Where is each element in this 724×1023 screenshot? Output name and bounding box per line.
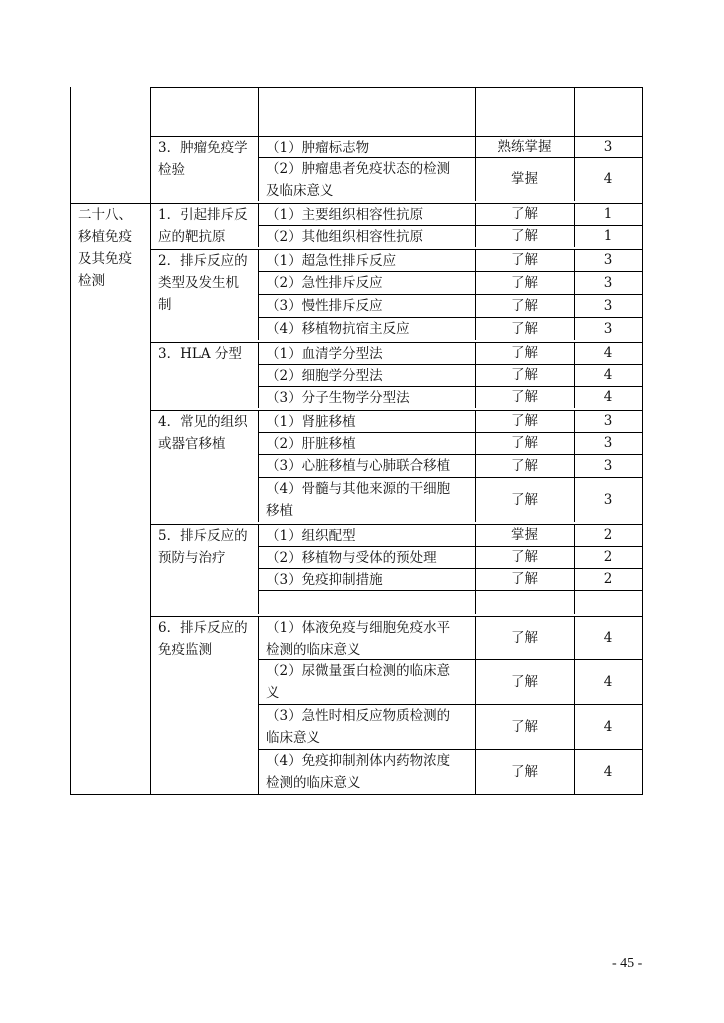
- column-divider: [150, 87, 151, 794]
- requirement-level: 了解: [511, 763, 538, 780]
- content-text: （4）免疫抑制剂体内药物浓度: [266, 753, 451, 769]
- hours-number: 3: [603, 252, 613, 268]
- requirement-level: 了解: [511, 367, 538, 383]
- requirement-level: 掌握: [511, 527, 538, 543]
- hours-number: 2: [603, 527, 613, 543]
- row-divider: [150, 87, 642, 88]
- content-text: 移植: [266, 503, 293, 519]
- requirement-level: 了解: [511, 345, 538, 361]
- hours-number: 4: [603, 718, 613, 735]
- requirement-level: 了解: [511, 228, 538, 244]
- topic-label: 4．常见的组织: [158, 414, 248, 430]
- hours-number: 4: [603, 673, 613, 690]
- content-text: 及临床意义: [266, 183, 334, 199]
- requirement-level: 了解: [511, 718, 538, 735]
- hours-number: 4: [603, 763, 613, 780]
- hours-number: 3: [603, 274, 613, 291]
- topic-label: 2．排斥反应的: [158, 253, 248, 269]
- content-text: （2）其他组织相容性抗原: [266, 229, 424, 245]
- hours-number: 3: [603, 138, 613, 155]
- content-text: （2）尿微量蛋白检测的临床意: [266, 663, 451, 679]
- column-divider: [475, 87, 476, 136]
- requirement-level: 了解: [511, 320, 538, 337]
- requirement-level: 掌握: [511, 171, 538, 187]
- hours-number: 1: [603, 206, 613, 222]
- content-text: （2）移植物与受体的预处理: [266, 550, 437, 566]
- topic-label: 制: [158, 297, 172, 313]
- requirement-level: 了解: [511, 673, 538, 690]
- content-text: （3）急性时相反应物质检测的: [266, 708, 451, 724]
- table-border-right: [642, 87, 643, 795]
- content-text: （2）细胞学分型法: [266, 368, 383, 384]
- topic-label: 类型及发生机: [158, 275, 239, 291]
- requirement-level: 熟练掌握: [497, 138, 552, 155]
- section-title-line: 移植免疫: [78, 229, 132, 245]
- table-border-left: [70, 87, 71, 794]
- content-text: （1）肾脏移植: [266, 414, 356, 430]
- requirement-level: 了解: [511, 435, 538, 451]
- hours-number: 3: [603, 491, 613, 508]
- hours-number: 1: [603, 228, 613, 244]
- column-divider: [258, 136, 259, 201]
- content-text: （3）心脏移植与心肺联合移植: [266, 458, 451, 474]
- requirement-level: 了解: [511, 297, 538, 314]
- content-text: （1）体液免疫与细胞免疫水平: [266, 620, 451, 636]
- topic-label: 检验: [158, 162, 185, 178]
- hours-number: 3: [603, 457, 613, 474]
- hours-number: 4: [603, 629, 613, 646]
- hours-number: 2: [603, 549, 613, 565]
- topic-label: 或器官移植: [158, 436, 226, 452]
- requirement-level: 了解: [511, 413, 538, 429]
- topic-label: 3．HLA 分型: [158, 346, 242, 362]
- topic-label: 预防与治疗: [158, 550, 226, 566]
- content-text: （3）免疫抑制措施: [266, 572, 383, 588]
- hours-number: 3: [603, 297, 613, 314]
- requirement-level: 了解: [511, 274, 538, 291]
- column-divider: [258, 342, 259, 408]
- topic-label: 6．排斥反应的: [158, 620, 248, 636]
- column-divider: [258, 616, 259, 794]
- requirement-level: 了解: [511, 252, 538, 268]
- requirement-level: 了解: [511, 571, 538, 587]
- section-title-line: 二十八、: [78, 207, 132, 223]
- column-divider: [574, 87, 575, 136]
- requirement-level: 了解: [511, 206, 538, 222]
- topic-label: 免疫监测: [158, 642, 212, 658]
- section-title-line: 检测: [78, 273, 105, 289]
- column-divider: [258, 87, 259, 136]
- content-text: （2）急性排斥反应: [266, 275, 383, 291]
- table-border-bottom: [70, 794, 643, 795]
- topic-label: 应的靶抗原: [158, 229, 226, 245]
- content-text: （1）血清学分型法: [266, 346, 383, 362]
- content-text: （1）超急性排斥反应: [266, 253, 397, 269]
- content-text: （1）肿瘤标志物: [266, 140, 370, 156]
- content-text: （2）肝脏移植: [266, 436, 356, 452]
- content-text: （4）骨髓与其他来源的干细胞: [266, 481, 451, 497]
- content-text: 检测的临床意义: [266, 775, 361, 791]
- content-text: （3）慢性排斥反应: [266, 298, 383, 314]
- requirement-level: 了解: [511, 549, 538, 565]
- content-text: （2）肿瘤患者免疫状态的检测: [266, 161, 451, 177]
- requirement-level: 了解: [511, 629, 538, 646]
- requirement-level: 了解: [511, 457, 538, 474]
- content-text: （1）组织配型: [266, 528, 356, 544]
- hours-number: 3: [603, 435, 613, 451]
- content-text: 检测的临床意义: [266, 642, 361, 658]
- section-title-line: 及其免疫: [78, 251, 132, 267]
- hours-number: 3: [603, 320, 613, 337]
- content-text: （1）主要组织相容性抗原: [266, 207, 424, 223]
- content-text: 义: [266, 685, 280, 701]
- topic-label: 3．肿瘤免疫学: [158, 140, 248, 156]
- content-text: （4）移植物抗宿主反应: [266, 321, 410, 337]
- topic-label: 1．引起排斥反: [158, 207, 248, 223]
- column-divider: [258, 410, 259, 522]
- requirement-level: 了解: [511, 389, 538, 405]
- hours-number: 2: [603, 571, 613, 587]
- column-divider: [258, 590, 259, 614]
- content-text: 临床意义: [266, 730, 320, 746]
- requirement-level: 了解: [511, 491, 538, 508]
- page-number: - 45 -: [612, 956, 643, 971]
- hours-number: 4: [603, 389, 613, 405]
- hours-number: 4: [603, 345, 613, 361]
- hours-number: 4: [603, 171, 613, 187]
- hours-number: 3: [603, 413, 613, 429]
- hours-number: 4: [603, 367, 613, 383]
- content-text: （3）分子生物学分型法: [266, 390, 410, 406]
- topic-label: 5．排斥反应的: [158, 528, 248, 544]
